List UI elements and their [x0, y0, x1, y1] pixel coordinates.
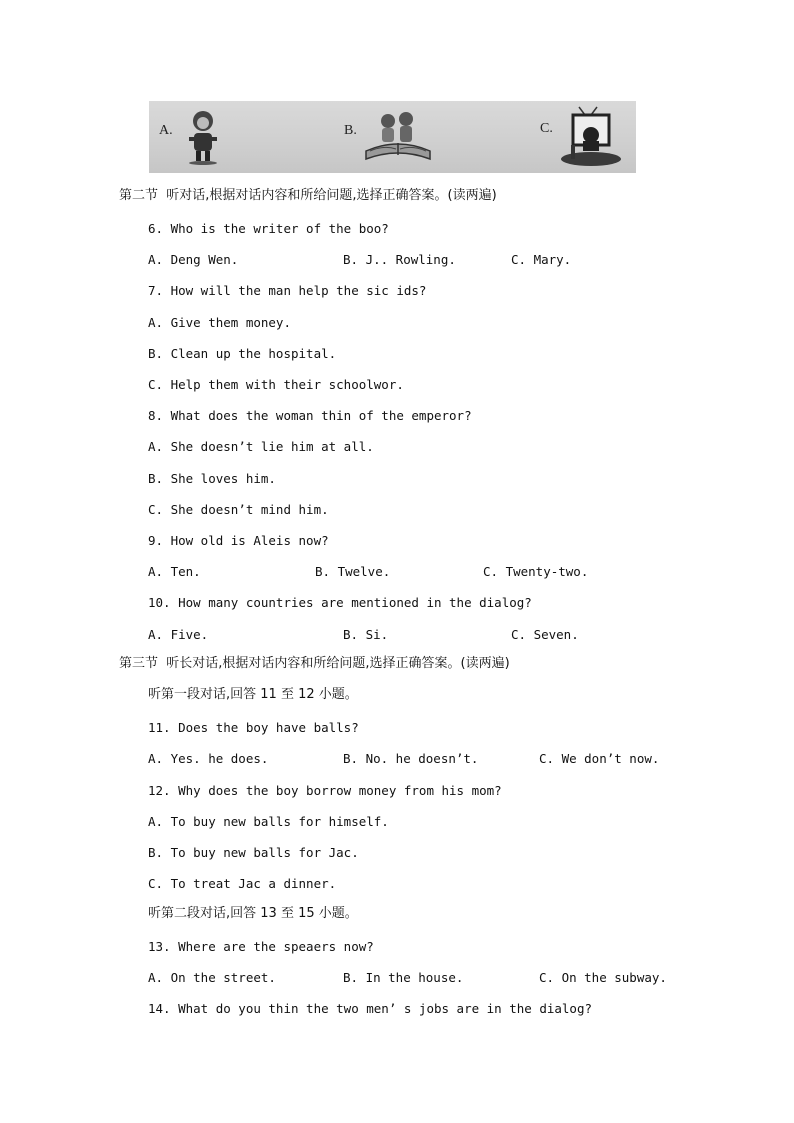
person-watching-tv-icon [557, 105, 635, 169]
q8-option-b: B. She loves him. [148, 471, 276, 486]
picture-label-b: B. [344, 123, 357, 138]
question-9: 9. How old is Aleis now? [148, 533, 329, 548]
q10-option-a: A. Five. [148, 627, 209, 642]
q13-option-b: B. In the house. [343, 970, 464, 985]
dialog-1-instruction: 听第一段对话,回答 11 至 12 小题。 [148, 687, 358, 702]
section-2-heading: 第二节 听对话,根据对话内容和所给问题,选择正确答案。(读两遍) [119, 188, 497, 203]
q7-option-c: C. Help them with their schoolwor. [148, 377, 404, 392]
q11-option-c: C. We don’t now. [539, 751, 660, 766]
q12-option-a: A. To buy new balls for himself. [148, 814, 389, 829]
q6-option-a: A. Deng Wen. [148, 252, 239, 267]
question-10: 10. How many countries are mentioned in the dialog? [148, 595, 532, 610]
q6-option-c: C. Mary. [511, 252, 572, 267]
q11-option-b: B. No. he doesn’t. [343, 751, 479, 766]
q8-option-a: A. She doesn’t lie him at all. [148, 439, 374, 454]
q8-option-c: C. She doesn’t mind him. [148, 502, 329, 517]
q10-option-c: C. Seven. [511, 627, 579, 642]
children-reading-book-icon [362, 107, 434, 167]
question-13: 13. Where are the speaers now? [148, 939, 374, 954]
q7-option-a: A. Give them money. [148, 315, 291, 330]
q9-option-b: B. Twelve. [315, 564, 391, 579]
question-7: 7. How will the man help the sic ids? [148, 283, 427, 298]
q12-option-c: C. To treat Jac a dinner. [148, 876, 337, 891]
question-6: 6. Who is the writer of the boo? [148, 221, 389, 236]
section-3-heading: 第三节 听长对话,根据对话内容和所给问题,选择正确答案。(读两遍) [119, 656, 510, 671]
picture-label-c: C. [540, 121, 553, 136]
question-picture-strip [149, 101, 636, 173]
q6-option-b: B. J.. Rowling. [343, 252, 456, 267]
question-14: 14. What do you thin the two men’ s jobs are in the dialog? [148, 1001, 593, 1016]
q11-option-a: A. Yes. he does. [148, 751, 269, 766]
question-12: 12. Why does the boy borrow money from his mom? [148, 783, 502, 798]
question-8: 8. What does the woman thin of the emperor? [148, 408, 472, 423]
q12-option-b: B. To buy new balls for Jac. [148, 845, 359, 860]
q13-option-c: C. On the subway. [539, 970, 667, 985]
child-figure-icon [185, 107, 221, 167]
q7-option-b: B. Clean up the hospital. [148, 346, 337, 361]
dialog-2-instruction: 听第二段对话,回答 13 至 15 小题。 [148, 906, 358, 921]
q9-option-c: C. Twenty-two. [483, 564, 589, 579]
q13-option-a: A. On the street. [148, 970, 276, 985]
q10-option-b: B. Si. [343, 627, 389, 642]
picture-label-a: A. [159, 123, 173, 138]
q9-option-a: A. Ten. [148, 564, 201, 579]
question-11: 11. Does the boy have balls? [148, 720, 359, 735]
